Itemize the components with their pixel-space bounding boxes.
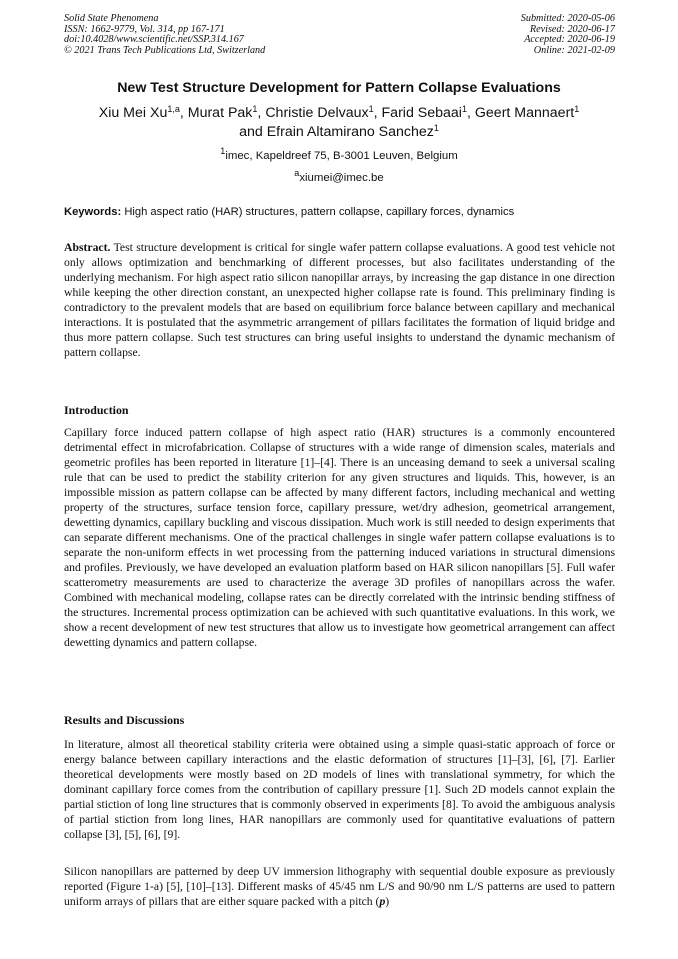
results-paragraph-1: In literature, almost all theoretical stability criteria were obtained using a simple quasi-static approach of force or energy balance between capillary interactions and the elastic deformation of structures [1]–[3], [6], [7]. Earlier theoretical developments were mostly based on 2D models of lines with translational symmetry, for which the dominant capillary force comes from the contribution of capillary pressure [1]. Such 2D models cannot explain the partial stiction of long line structures that is commonly observed in experiments [8]. To avoid the ambiguous analysis of partial stiction from long lines, HAR nanopillars are commonly used for quantitative evaluations of pattern collapse [3], [5], [6], [9]. <box>64 738 615 841</box>
author-separator: , <box>466 105 475 121</box>
accepted-date: Accepted: 2020-06-19 <box>524 34 615 46</box>
author-separator: , <box>179 105 188 121</box>
pitch-variable: p <box>379 895 386 908</box>
revised-date: Revised: 2020-06-17 <box>529 23 615 35</box>
author-name: Efrain Altamirano Sanchez <box>266 124 434 140</box>
affiliation-mark: 1 <box>220 146 226 156</box>
abstract-text: Test structure development is critical for single wafer pattern collapse evaluations. A good test vehicle not only allows optimization and benchmarking of different processes, but also facilitates understanding of the underlying mechanism. For high aspect ratio silicon nanopillar arrays, by increasing the gap distance in one direction while keeping the other direction constant, an unexpected higher collapse rate is found. This preliminary finding is contradictory to the prevalent models that are based on equilibrium force balance between capillary and mechanical interactions. It is postulated that the asymmetric arrangement of pillars facilitates the formation of liquid bridge and thus more pattern collapse. Such test structures can bring useful insights to understand the dynamic mechanism of pattern collapse. <box>64 241 615 359</box>
keywords <box>64 206 624 218</box>
author-line-2 <box>40 123 638 142</box>
author-name: Farid Sebaai <box>381 105 462 121</box>
email-text: xiumei@imec.be <box>299 172 384 184</box>
author-affiliation-mark: 1 <box>368 104 374 114</box>
results-heading: Results and Discussions <box>64 713 185 727</box>
author-affiliation-mark: 1 <box>574 104 580 114</box>
author-affiliation-mark: 1 <box>461 104 467 114</box>
copyright-line: © 2021 Trans Tech Publications Ltd, Switzerland <box>64 44 266 56</box>
journal-info <box>64 14 265 56</box>
author-name: Christie Delvaux <box>265 105 369 121</box>
introduction-heading: Introduction <box>64 403 129 417</box>
author-affiliation-mark: 1 <box>252 104 258 114</box>
submitted-date: Submitted: 2020-05-06 <box>520 13 615 24</box>
author-list <box>40 104 638 142</box>
keywords-label: Keywords: <box>64 206 122 218</box>
author-name: Murat Pak <box>187 105 253 121</box>
results-paragraph-2 <box>64 864 615 909</box>
abstract-label: Abstract. <box>64 241 111 254</box>
doi-line: doi:10.4028/www.scientific.net/SSP.314.167 <box>64 34 244 46</box>
author-name: Geert Mannaert <box>474 105 575 121</box>
affiliation-text: imec, Kapeldreef 75, B-3001 Leuven, Belgium <box>225 150 458 162</box>
author-separator: , <box>257 105 266 121</box>
email-mark: a <box>294 168 300 178</box>
results-paragraph-2-end: ) <box>385 895 390 908</box>
paper-title: New Test Structure Development for Pattern Collapse Evaluations <box>117 80 561 96</box>
introduction-text: Capillary force induced pattern collapse of high aspect ratio (HAR) structures is a commonly encountered detrimental effect in microfabrication. Collapse of structures with a wide range of dimension scales, materials and geometric profiles has been reported in literature [1]–[4]. There is an unceasing demand to seek a universal scaling rule that can be used to predict the stability criterion for any given structures and liquids. This, however, is an impossible mission as pattern collapse can be affected by many different factors, including mechanical and wetting property of the structures, surface tension force, capillary pressure, wet/dry adhesion, geometrical arrangement, dewetting dynamics, capillary buckling and viscous dissipation. Much work is still needed to design experiments that can separate different mechanisms. One of the practical challenges in single wafer pattern collapse evaluations is to separate the non-uniform effects in wet processing from the patterning induced variations in structural dimensions and profiles. Previously, we have developed an evaluation platform based on HAR silicon nanopillars [5]. Full wafer scatterometry measurements are used to characterize the average 3D profiles of nanopillars across the wafer. Combined with mechanical modeling, collapse rates can be directly correlated with the intrinsic bending stiffness of the structures. Incremental process optimization can be achieved with such quantitative evaluations. In this work, we show a recent development of new test structures that allow us to investigate how geometrical arrangement can affect dewetting dynamics and pattern collapse. <box>64 426 615 649</box>
journal-name: Solid State Phenomena <box>64 13 159 24</box>
affiliation <box>40 146 638 162</box>
author-separator: , <box>373 105 382 121</box>
author-name: Xiu Mei Xu <box>98 105 168 121</box>
issn-line: ISSN: 1662-9779, Vol. 314, pp 167-171 <box>64 23 225 35</box>
abstract <box>64 240 615 360</box>
author-email <box>40 168 638 184</box>
results-paragraph-2-text: Silicon nanopillars are patterned by deep UV immersion lithography with sequential double exposure as previously reported (Figure 1-a) [5], [10]–[13]. Different masks of 45/45 nm L/S and 90/90 nm L/S patterns are used to pattern uniform arrays of pillars that are either square packed with a pitch ( <box>64 865 615 908</box>
author-affiliation-mark: 1,a <box>167 104 180 114</box>
online-date: Online: 2021-02-09 <box>533 44 615 56</box>
author-line-1 <box>40 104 638 123</box>
author-affiliation-mark: 1 <box>433 123 439 133</box>
submission-dates <box>521 14 615 56</box>
keywords-text: High aspect ratio (HAR) structures, pattern collapse, capillary forces, dynamics <box>124 206 515 218</box>
author-and: and <box>239 124 267 140</box>
